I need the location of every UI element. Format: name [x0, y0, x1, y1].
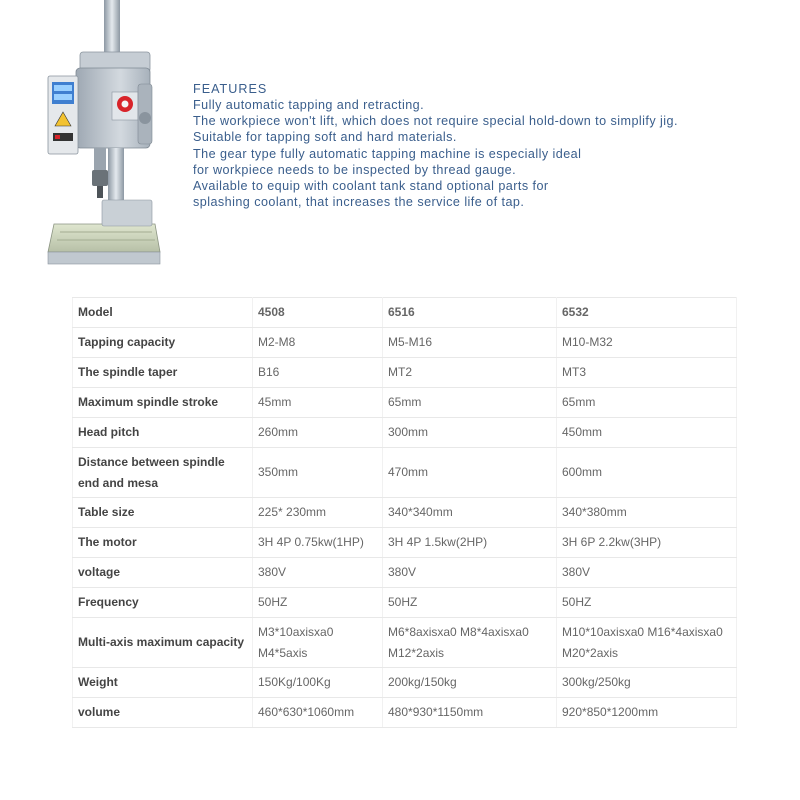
- table-row: [73, 528, 737, 558]
- cell-6532: 65mm: [557, 388, 737, 418]
- feature-line: Available to equip with coolant tank stand optional parts for: [193, 179, 549, 194]
- cell-6532: 920*850*1200mm: [557, 698, 737, 728]
- cell-6532: 50HZ: [557, 588, 737, 618]
- features-section: [193, 82, 783, 210]
- table-row: [73, 498, 737, 528]
- cell-6516: M6*8axisxa0 M8*4axisxa0 M12*2axis: [383, 618, 557, 668]
- table-row: [73, 668, 737, 698]
- row-label: Tapping capacity: [73, 328, 253, 358]
- table-row: [73, 418, 737, 448]
- table-row: [73, 388, 737, 418]
- table-row: [73, 448, 737, 498]
- tapping-machine-image: [40, 0, 165, 270]
- cell-6532: M10-M32: [557, 328, 737, 358]
- row-label: Weight: [73, 668, 253, 698]
- cell-6516: 65mm: [383, 388, 557, 418]
- table-row: [73, 328, 737, 358]
- cell-6532: 6532: [557, 298, 737, 328]
- cell-6516: 50HZ: [383, 588, 557, 618]
- row-label: Frequency: [73, 588, 253, 618]
- row-label: The spindle taper: [73, 358, 253, 388]
- cell-6532: 3H 6P 2.2kw(3HP): [557, 528, 737, 558]
- cell-6532: 300kg/250kg: [557, 668, 737, 698]
- cell-6516: 480*930*1150mm: [383, 698, 557, 728]
- table-row: [73, 588, 737, 618]
- cell-6516: 6516: [383, 298, 557, 328]
- row-label: Distance between spindle end and mesa: [73, 448, 253, 498]
- cell-4508: B16: [253, 358, 383, 388]
- row-label: voltage: [73, 558, 253, 588]
- table-row: [73, 358, 737, 388]
- feature-line: Suitable for tapping soft and hard materials.: [193, 130, 457, 145]
- feature-line: splashing coolant, that increases the service life of tap.: [193, 195, 525, 210]
- row-label: Model: [73, 298, 253, 328]
- cell-4508: 150Kg/100Kg: [253, 668, 383, 698]
- row-label: Multi-axis maximum capacity: [73, 618, 253, 668]
- table-row: [73, 298, 737, 328]
- cell-4508: 4508: [253, 298, 383, 328]
- cell-6532: MT3: [557, 358, 737, 388]
- cell-6516: 340*340mm: [383, 498, 557, 528]
- cell-6516: 380V: [383, 558, 557, 588]
- features-heading: FEATURES: [193, 82, 268, 96]
- cell-6532: 600mm: [557, 448, 737, 498]
- cell-4508: 460*630*1060mm: [253, 698, 383, 728]
- cell-4508: 225* 230mm: [253, 498, 383, 528]
- row-label: The motor: [73, 528, 253, 558]
- cell-4508: M2-M8: [253, 328, 383, 358]
- cell-6516: M5-M16: [383, 328, 557, 358]
- specification-table: [72, 297, 737, 728]
- feature-line: for workpiece needs to be inspected by thread gauge.: [193, 162, 517, 177]
- row-label: Head pitch: [73, 418, 253, 448]
- cell-6516: 470mm: [383, 448, 557, 498]
- cell-4508: M3*10axisxa0 M4*5axis: [253, 618, 383, 668]
- cell-4508: 3H 4P 0.75kw(1HP): [253, 528, 383, 558]
- table-row: [73, 558, 737, 588]
- cell-4508: 380V: [253, 558, 383, 588]
- cell-6516: 3H 4P 1.5kw(2HP): [383, 528, 557, 558]
- cell-4508: 350mm: [253, 448, 383, 498]
- cell-6532: 340*380mm: [557, 498, 737, 528]
- cell-4508: 50HZ: [253, 588, 383, 618]
- cell-6516: 300mm: [383, 418, 557, 448]
- row-label: Maximum spindle stroke: [73, 388, 253, 418]
- cell-6516: MT2: [383, 358, 557, 388]
- cell-6532: M10*10axisxa0 M16*4axisxa0 M20*2axis: [557, 618, 737, 668]
- feature-line: The gear type fully automatic tapping machine is especially ideal: [193, 146, 582, 161]
- cell-6516: 200kg/150kg: [383, 668, 557, 698]
- feature-line: Fully automatic tapping and retracting.: [193, 98, 425, 112]
- table-row: [73, 618, 737, 668]
- cell-6532: 380V: [557, 558, 737, 588]
- table-row: [73, 698, 737, 728]
- cell-4508: 260mm: [253, 418, 383, 448]
- row-label: volume: [73, 698, 253, 728]
- cell-6532: 450mm: [557, 418, 737, 448]
- row-label: Table size: [73, 498, 253, 528]
- feature-line: The workpiece won't lift, which does not require special hold-down to simplify jig.: [193, 114, 678, 129]
- cell-4508: 45mm: [253, 388, 383, 418]
